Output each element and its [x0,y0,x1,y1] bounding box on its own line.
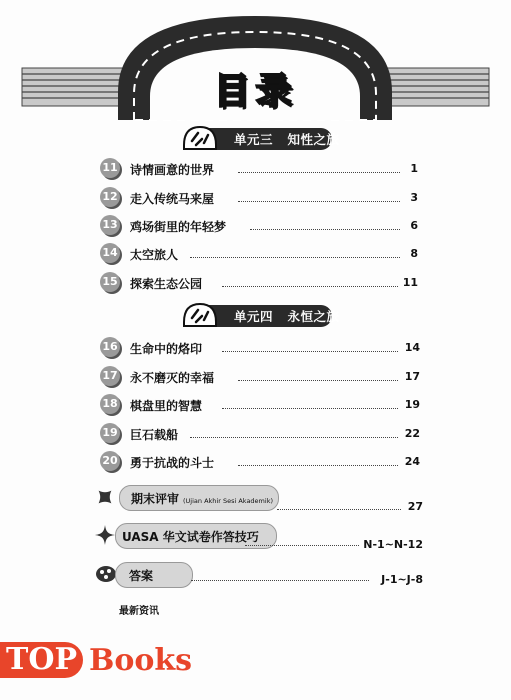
lesson-title: 勇于抗战的斗士 [130,456,215,470]
unit-badge-icon [182,300,218,330]
lesson-number: 14 [100,243,120,263]
leader-dots [238,380,398,381]
leader-dots [250,229,400,230]
toc-entry[interactable] [100,394,422,416]
unit-banner-3 [186,128,340,150]
leader-dots [222,351,398,352]
leader-dots [238,201,400,202]
leader-dots [191,580,369,581]
toc-entry[interactable] [100,243,420,265]
toc-entry[interactable] [100,158,420,180]
page-number: 27 [407,500,423,513]
latest-news-label: 最新资讯 [119,606,159,617]
lesson-number: 18 [100,394,120,414]
lesson-title: 鸡场街里的年轻梦 [130,220,227,234]
answers-title: 答案 [129,569,154,583]
leader-dots [190,257,400,258]
lesson-title: 太空旅人 [130,248,179,262]
toc-entry[interactable] [100,337,422,359]
leader-dots [277,509,401,510]
lesson-number: 15 [100,272,120,292]
leader-dots [238,172,400,173]
assessment-subtitle: (Ujian Akhir Sesi Akademik) [183,497,273,505]
page-number: 17 [404,370,420,383]
lesson-number: 16 [100,337,120,357]
page-number: N-1~N-12 [363,538,423,551]
page-number: J-1~J-8 [381,573,423,586]
page-title: 目录 [213,71,298,112]
page-number: 3 [410,191,418,204]
page-number: 11 [402,276,418,289]
toc-entry[interactable] [100,366,422,388]
toc-entry[interactable] [100,451,422,473]
page-number: 6 [410,219,418,232]
leader-dots [222,286,398,287]
watermark-books: Books [89,642,193,678]
lesson-number: 17 [100,366,120,386]
leader-dots [222,408,398,409]
leader-dots [245,545,359,546]
uasa-title: UASA 华文试卷作答技巧 [122,530,259,544]
unit-banner-4 [186,305,340,327]
topbooks-watermark [0,640,192,680]
toc-entry[interactable] [100,187,420,209]
lesson-title: 永不磨灭的幸福 [130,371,215,385]
lesson-title: 诗情画意的世界 [130,163,215,177]
page-number: 19 [404,398,420,411]
unit-label: 单元三 知性之旅 [234,132,340,147]
cross-star-icon [95,487,115,507]
toc-entry-assessment[interactable] [95,485,425,519]
page-number: 14 [404,341,420,354]
assessment-title: 期末评审 [131,492,180,506]
leader-dots [238,465,398,466]
lesson-title: 生命中的烙印 [130,342,203,356]
flower-icon [95,564,117,584]
answers-pill [115,562,193,588]
toc-entry[interactable] [100,215,420,237]
lesson-number: 13 [100,215,120,235]
unit-badge-icon [182,123,218,153]
lesson-number: 12 [100,187,120,207]
lesson-number: 19 [100,423,120,443]
unit-label: 单元四 永恒之旅 [234,309,340,324]
toc-entry[interactable] [100,272,420,294]
page-number: 1 [410,162,418,175]
lesson-title: 巨石载船 [130,428,179,442]
page-number: 8 [410,247,418,260]
watermark-top: TOP [0,642,83,678]
lesson-title: 探索生态公园 [130,277,203,291]
sparkle-icon [95,525,115,545]
leader-dots [190,437,398,438]
lesson-title: 走入传统马来屋 [130,192,215,206]
toc-entry[interactable] [100,423,422,445]
toc-entry-answers[interactable] [95,564,425,590]
page-number: 24 [404,455,420,468]
lesson-number: 20 [100,451,120,471]
lesson-number: 11 [100,158,120,178]
lesson-title: 棋盘里的智慧 [130,399,203,413]
page-number: 22 [404,427,420,440]
toc-entry-uasa[interactable] [95,523,425,553]
